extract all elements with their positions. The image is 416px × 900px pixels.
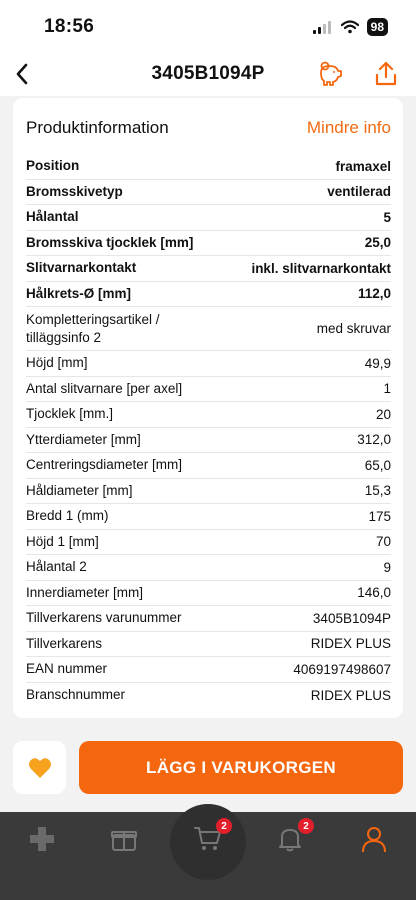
- spec-row: [26, 154, 391, 180]
- spec-value: 49,9: [364, 355, 391, 371]
- spec-row: [26, 377, 391, 403]
- spec-row: [26, 428, 391, 454]
- gift-icon: [110, 825, 138, 853]
- action-bar: [0, 736, 416, 812]
- spec-label: Höjd [mm]: [26, 355, 88, 371]
- plus-cross-icon: [28, 825, 56, 853]
- spec-label: Ytterdiameter [mm]: [26, 431, 141, 447]
- spec-label: Hålantal: [26, 209, 79, 225]
- share-button[interactable]: [370, 58, 402, 90]
- tab-offers[interactable]: [106, 824, 142, 854]
- spec-row: [26, 530, 391, 556]
- spec-label: Hålkrets-Ø [mm]: [26, 285, 132, 301]
- spec-row: [26, 555, 391, 581]
- spec-row: [26, 307, 391, 351]
- spec-label: Tillverkarens: [26, 635, 103, 651]
- profile-icon: [361, 825, 387, 853]
- spec-label: Kompletteringsartikel / tilläggsinfo 2: [26, 311, 160, 345]
- spec-label: Bromsskivetyp: [26, 183, 123, 199]
- spec-value: med skruvar: [316, 321, 391, 336]
- spec-value: 112,0: [357, 286, 391, 302]
- notifications-badge: 2: [298, 818, 314, 834]
- favorite-button[interactable]: [13, 741, 66, 794]
- product-info-card: [13, 98, 403, 718]
- spec-row: [26, 402, 391, 428]
- spec-value: 3405B1094P: [312, 610, 391, 626]
- spec-row: [26, 351, 391, 377]
- signal-icon: [313, 21, 333, 34]
- scroll-content[interactable]: [0, 96, 416, 736]
- spec-row: [26, 180, 391, 206]
- wifi-icon: [341, 20, 359, 34]
- heart-icon: [28, 757, 52, 779]
- spec-row: [26, 453, 391, 479]
- spec-label: Håldiameter [mm]: [26, 482, 133, 498]
- spec-value: 175: [368, 508, 391, 524]
- spec-label: Hålantal 2: [26, 559, 87, 575]
- spec-row: [26, 606, 391, 632]
- spec-value: 20: [375, 406, 391, 422]
- app-header: [0, 52, 416, 96]
- tab-catalog[interactable]: [24, 824, 60, 854]
- cart-badge: 2: [216, 818, 232, 834]
- spec-value: RIDEX PLUS: [310, 687, 391, 703]
- status-bar: [0, 0, 416, 52]
- less-info-link[interactable]: Mindre info: [306, 118, 391, 137]
- spec-label: Höjd 1 [mm]: [26, 533, 99, 549]
- spec-row: [26, 479, 391, 505]
- spec-value: 4069197498607: [293, 661, 391, 677]
- card-title: Produktinformation: [26, 118, 169, 137]
- spec-value: inkl. slitvarnarkontakt: [251, 260, 391, 276]
- spec-row: [26, 282, 391, 308]
- spec-row: [26, 683, 391, 709]
- spec-label: Branschnummer: [26, 687, 126, 703]
- spec-value: 9: [383, 559, 391, 575]
- spec-label: Slitvarnarkontakt: [26, 260, 137, 276]
- tab-profile[interactable]: [356, 824, 392, 854]
- spec-value: 70: [375, 534, 391, 550]
- tab-bar: [0, 812, 416, 900]
- add-to-cart-button[interactable]: LÄGG I VARUKORGEN: [79, 741, 403, 794]
- spec-table: [26, 154, 391, 708]
- spec-label: Centreringsdiameter [mm]: [26, 457, 183, 473]
- battery-indicator: 98: [367, 18, 388, 36]
- spec-label: Innerdiameter [mm]: [26, 584, 144, 600]
- status-time: 18:56: [44, 16, 95, 37]
- spec-value: 25,0: [364, 235, 391, 251]
- piggy-bank-button[interactable]: [314, 58, 346, 90]
- spec-row: [26, 632, 391, 658]
- tab-cart[interactable]: [190, 820, 227, 854]
- spec-label: Tillverkarens varunummer: [26, 610, 182, 626]
- spec-value: framaxel: [335, 158, 391, 174]
- spec-label: Position: [26, 158, 80, 174]
- share-icon: [374, 61, 398, 87]
- spec-value: 15,3: [364, 483, 391, 499]
- spec-value: ventilerad: [327, 184, 391, 200]
- spec-label: Antal slitvarnare [per axel]: [26, 380, 183, 396]
- spec-row: [26, 205, 391, 231]
- piggy-bank-icon: [316, 61, 344, 87]
- spec-label: Bromsskiva tjocklek [mm]: [26, 234, 194, 250]
- spec-row: [26, 231, 391, 257]
- spec-row: [26, 657, 391, 683]
- tab-notifications[interactable]: [272, 820, 309, 854]
- spec-value: 65,0: [364, 457, 391, 473]
- spec-value: 146,0: [357, 585, 391, 601]
- spec-label: EAN nummer: [26, 661, 108, 677]
- page-title: 3405B1094P: [151, 63, 265, 84]
- spec-row: [26, 504, 391, 530]
- spec-row: [26, 581, 391, 607]
- spec-row: [26, 256, 391, 282]
- spec-value: 312,0: [357, 432, 391, 448]
- spec-value: 5: [383, 209, 391, 225]
- spec-label: Bredd 1 (mm): [26, 508, 109, 524]
- spec-value: RIDEX PLUS: [310, 636, 391, 652]
- status-icons: [313, 18, 388, 36]
- spec-value: 1: [383, 381, 391, 397]
- card-header: [26, 116, 391, 140]
- spec-label: Tjocklek [mm.]: [26, 406, 114, 422]
